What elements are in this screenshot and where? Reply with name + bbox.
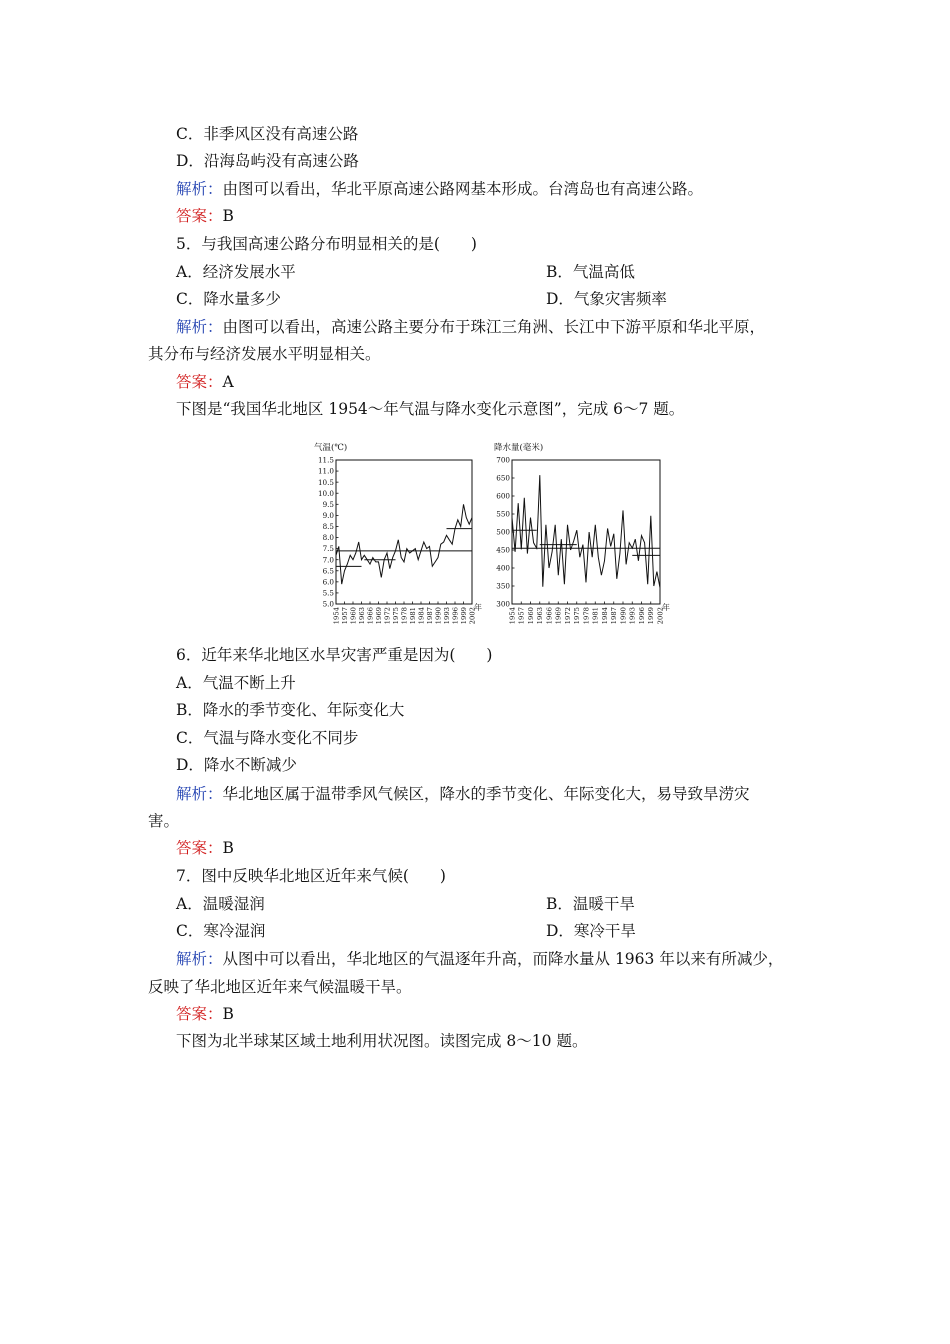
q6-stem: 6．近年来华北地区水旱灾害严重是因为( ): [176, 646, 493, 664]
x-tick-label: 1999: [647, 607, 656, 625]
y-tick-label: 10.0: [317, 488, 334, 498]
y-tick-label: 350: [496, 581, 510, 591]
x-tick-label: 1963: [357, 607, 366, 625]
x-axis-label: 年: [662, 603, 670, 612]
x-tick-label: 1957: [340, 607, 349, 625]
answer-value: B: [222, 207, 234, 225]
chart-title: 气温(℃): [314, 443, 348, 453]
x-tick-label: 1978: [400, 607, 409, 625]
x-tick-label: 1966: [366, 607, 375, 625]
q5-option-b: B．气温高低: [546, 263, 635, 281]
q6-option-d: D．降水不断减少: [176, 756, 297, 774]
q6-answer: [176, 838, 234, 858]
q6-analysis: [176, 784, 750, 804]
q7-option-a: A．温暖湿润: [176, 895, 265, 913]
intro-8-10: 下图为北半球某区域土地利用状况图。读图完成 8～10 题。: [176, 1032, 588, 1050]
x-tick-label: 1960: [349, 607, 358, 625]
answer-label: 答案：: [176, 373, 223, 391]
x-tick-label: 1960: [526, 607, 535, 625]
y-tick-label: 6.0: [322, 577, 334, 587]
q5-option-c: C．降水量多少: [176, 290, 281, 308]
y-tick-label: 5.5: [322, 588, 334, 598]
x-tick-label: 1981: [408, 607, 417, 625]
q5-analysis-cont: 其分布与经济发展水平明显相关。: [148, 345, 381, 363]
x-tick-label: 1987: [425, 607, 434, 625]
x-tick-label: 1984: [417, 607, 426, 625]
y-tick-label: 700: [496, 455, 510, 465]
x-tick-label: 1975: [573, 607, 582, 625]
y-tick-label: 450: [496, 545, 510, 555]
x-tick-label: 1969: [554, 607, 563, 625]
x-tick-label: 1990: [434, 607, 443, 625]
y-tick-label: 7.0: [322, 555, 334, 565]
answer-value: B: [222, 839, 234, 857]
y-tick-label: 8.5: [322, 522, 334, 532]
q5-option-a: A．经济发展水平: [176, 263, 296, 281]
y-tick-label: 11.0: [317, 466, 334, 476]
x-tick-label: 1990: [619, 607, 628, 625]
x-tick-label: 1954: [508, 607, 517, 625]
x-tick-label: 2002: [468, 607, 477, 625]
q6-option-a: A．气温不断上升: [176, 674, 296, 692]
q7-analysis: [176, 949, 783, 969]
x-tick-label: 1987: [610, 607, 619, 625]
answer-value: A: [222, 373, 234, 391]
y-tick-label: 5.0: [322, 599, 334, 609]
analysis-text: 华北地区属于温带季风气候区，降水的季节变化、年际变化大，易导致旱涝灾: [222, 785, 750, 803]
option-c: C．非季风区没有高速公路: [176, 125, 359, 143]
q5-answer: [176, 372, 234, 392]
y-tick-label: 650: [496, 473, 510, 483]
y-tick-label: 600: [496, 491, 510, 501]
analysis-label: 解析：: [176, 318, 223, 336]
q7-answer: [176, 1004, 234, 1024]
y-tick-label: 400: [496, 563, 510, 573]
q7-stem: 7．图中反映华北地区近年来气候( ): [176, 867, 446, 885]
y-tick-label: 11.5: [317, 455, 334, 465]
option-d: D．沿海岛屿没有高速公路: [176, 152, 359, 170]
x-tick-label: 2002: [656, 607, 665, 625]
answer-label: 答案：: [176, 839, 223, 857]
plot-frame: [336, 460, 472, 604]
analysis-text: 从图中可以看出，华北地区的气温逐年升高，而降水量从 1963 年以来有所减少，: [222, 950, 784, 968]
y-tick-label: 9.5: [322, 499, 334, 509]
x-tick-label: 1999: [459, 607, 468, 625]
precipitation-chart: [490, 436, 676, 630]
intro-6-7: 下图是“我国华北地区 1954～年气温与降水变化示意图”，完成 6～7 题。: [176, 400, 685, 418]
answer-label: 答案：: [176, 207, 223, 225]
series-line: [336, 504, 472, 584]
analysis-text: 由图可以看出，华北平原高速公路网基本形成。台湾岛也有高速公路。: [222, 180, 704, 198]
x-tick-label: 1972: [383, 607, 392, 625]
series-line: [512, 475, 660, 588]
x-tick-label: 1996: [637, 607, 646, 625]
x-tick-label: 1993: [442, 607, 451, 625]
y-tick-label: 9.0: [322, 510, 334, 520]
q6-analysis-cont: 害。: [148, 812, 180, 830]
analysis-label: 解析：: [176, 950, 223, 968]
answer-label: 答案：: [176, 1005, 223, 1023]
analysis-label: 解析：: [176, 785, 223, 803]
y-tick-label: 500: [496, 527, 510, 537]
q7-option-c: C．寒冷湿润: [176, 922, 266, 940]
x-tick-label: 1966: [545, 607, 554, 625]
x-tick-label: 1975: [391, 607, 400, 625]
q6-option-b: B．降水的季节变化、年际变化大: [176, 701, 405, 719]
y-tick-label: 300: [496, 599, 510, 609]
x-tick-label: 1978: [582, 607, 591, 625]
analysis-label: 解析：: [176, 180, 223, 198]
answer: [176, 206, 234, 226]
temperature-chart-svg: [312, 436, 482, 630]
y-tick-label: 10.5: [317, 477, 334, 487]
x-tick-label: 1993: [628, 607, 637, 625]
q5-analysis: [176, 317, 765, 337]
q7-analysis-cont: 反映了华北地区近年来气候温暖干旱。: [148, 978, 412, 996]
q7-option-b: B．温暖干旱: [546, 895, 635, 913]
q7-option-d: D．寒冷干旱: [546, 922, 636, 940]
q5-option-d: D．气象灾害频率: [546, 290, 667, 308]
q5-stem: 5．与我国高速公路分布明显相关的是( ): [176, 235, 477, 253]
y-tick-label: 6.5: [322, 566, 334, 576]
x-axis-label: 年: [474, 603, 482, 612]
y-tick-label: 550: [496, 509, 510, 519]
q6-option-c: C．气温与降水变化不同步: [176, 729, 359, 747]
temperature-chart: [312, 436, 482, 630]
x-tick-label: 1957: [517, 607, 526, 625]
x-tick-label: 1981: [591, 607, 600, 625]
x-tick-label: 1969: [374, 607, 383, 625]
analysis-text: 由图可以看出，高速公路主要分布于珠江三角洲、长江中下游平原和华北平原，: [222, 318, 766, 336]
analysis: [176, 179, 703, 199]
x-tick-label: 1996: [451, 607, 460, 625]
precipitation-chart-svg: [490, 436, 676, 630]
answer-value: B: [222, 1005, 234, 1023]
x-tick-label: 1963: [536, 607, 545, 625]
chart-title: 降水量(毫米): [494, 443, 544, 453]
x-tick-label: 1954: [332, 607, 341, 625]
x-tick-label: 1972: [563, 607, 572, 625]
x-tick-label: 1984: [600, 607, 609, 625]
y-tick-label: 7.5: [322, 544, 334, 554]
y-tick-label: 8.0: [322, 533, 334, 543]
